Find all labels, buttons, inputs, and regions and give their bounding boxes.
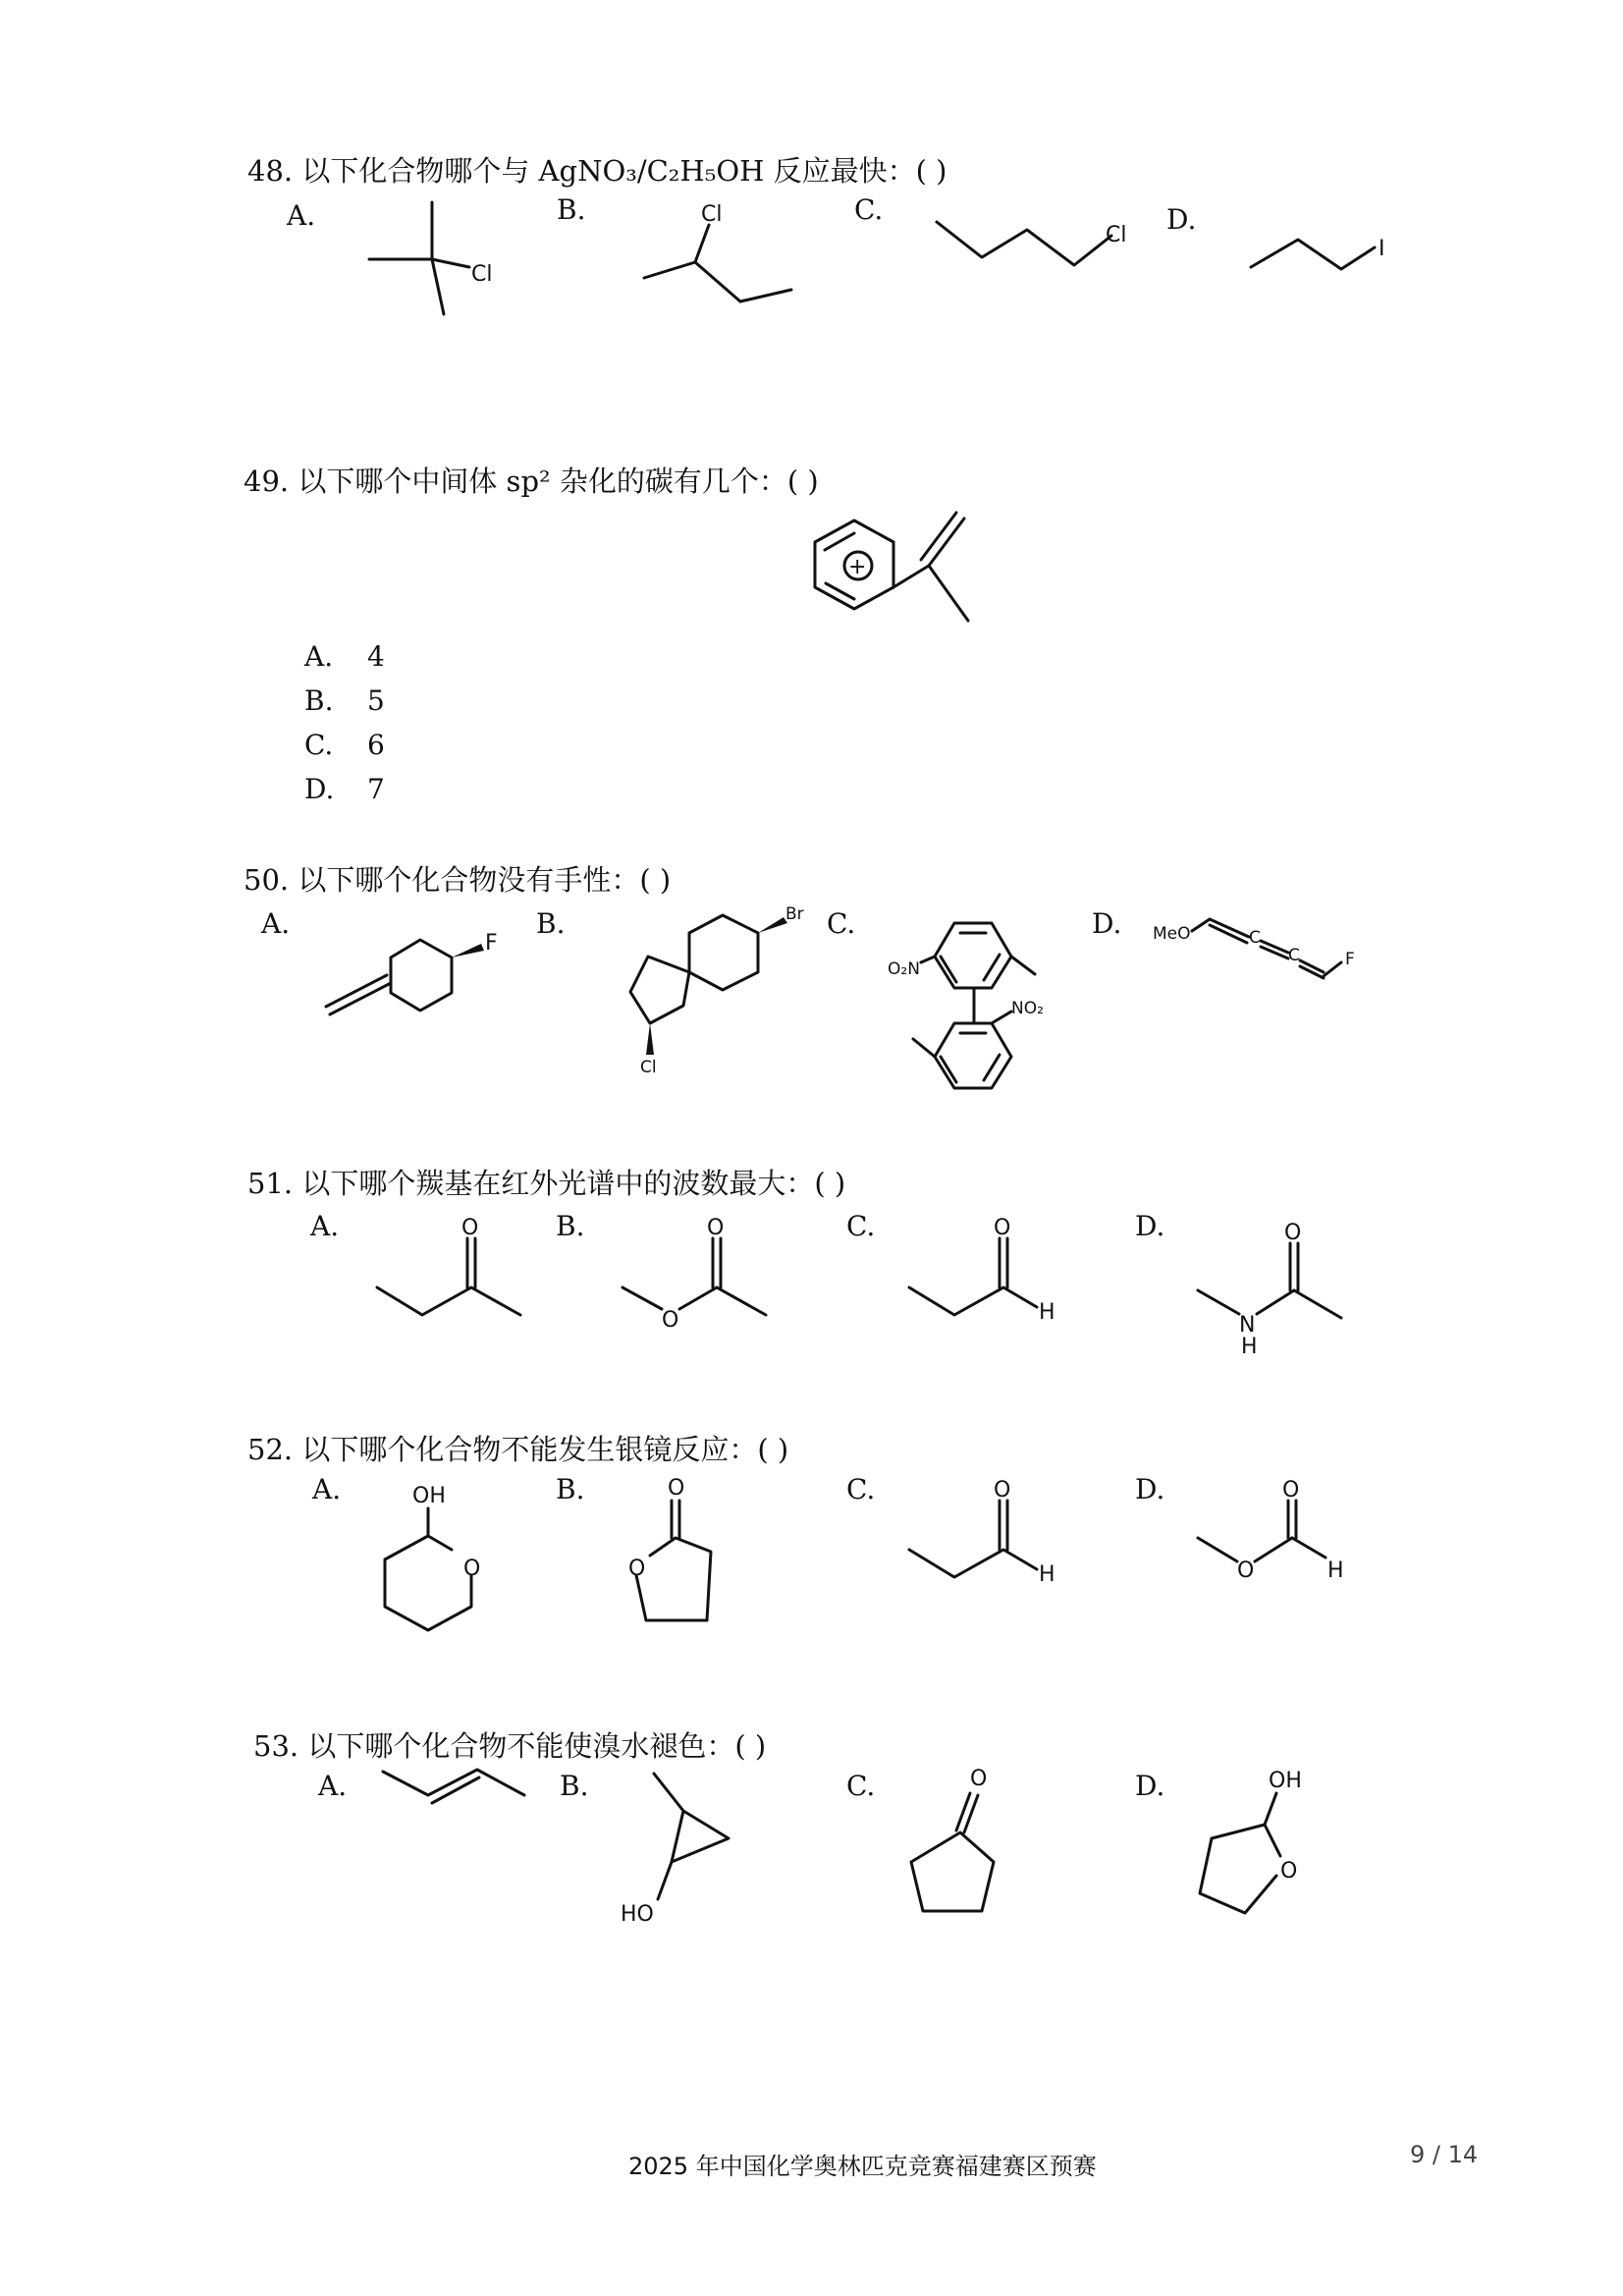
oxygen-label: O <box>1284 1221 1302 1245</box>
chlorine-label: Cl <box>471 262 493 287</box>
q49-choice-c-letter: C. <box>304 729 334 761</box>
oxygen-label: O <box>994 1478 1011 1503</box>
oxygen-label: O <box>662 1308 679 1333</box>
footer-title: 2025 年中国化学奥林匹克竞赛福建赛区预赛 <box>628 2153 1097 2180</box>
q53-option-b-letter: B. <box>560 1770 589 1802</box>
q52-structure-b-butyrolactone <box>617 1473 744 1630</box>
q51-structure-d-n-methylacetamide <box>1190 1218 1357 1359</box>
q50-option-b-letter: B. <box>536 907 566 940</box>
q49-choice-d-value: 7 <box>367 773 385 805</box>
q50-structure-d-allene <box>1149 903 1384 992</box>
q51-option-a-letter: A. <box>310 1210 340 1242</box>
q50-structure-c-biphenyl <box>884 903 1090 1110</box>
oxygen-label: O <box>1237 1558 1255 1583</box>
q53-structure-d-tetrahydrofuranol <box>1186 1768 1314 1925</box>
q48-option-c-letter: C. <box>854 193 884 226</box>
q50-option-a-letter: A. <box>261 907 291 940</box>
q50-structure-b-spiro-compound <box>601 903 827 1080</box>
nitro-label: NO₂ <box>1011 999 1044 1018</box>
oxygen-label: O <box>1280 1859 1298 1884</box>
q51-option-d-letter: D. <box>1135 1210 1165 1242</box>
hydrogen-label: H <box>1241 1335 1258 1359</box>
q50-structure-a-ethylidene-fluorocyclohexane <box>316 908 513 1026</box>
q52-option-c-letter: C. <box>846 1473 876 1505</box>
page-number: 9 / 14 <box>1410 2141 1479 2168</box>
fluorine-label: F <box>485 931 498 956</box>
q48-structure-d-1-iodopropane <box>1243 216 1410 285</box>
question-53-prompt: 53. 以下哪个化合物不能使溴水褪色：( ) <box>253 1729 767 1763</box>
chlorine-label: Cl <box>701 202 723 227</box>
q50-option-c-letter: C. <box>827 907 856 940</box>
q50-option-d-letter: D. <box>1092 907 1122 940</box>
oxygen-label: O <box>463 1557 481 1581</box>
hydroxyl-label: OH <box>1269 1769 1302 1793</box>
q49-choice-c-value: 6 <box>367 729 385 761</box>
q49-structure-carbocation <box>756 501 992 638</box>
oxygen-label: O <box>668 1476 685 1501</box>
q53-structure-c-cyclopentanone <box>892 1764 1019 1931</box>
q48-structure-c-1-chlorobutane <box>931 206 1147 304</box>
q53-structure-b-cyclopropanol <box>617 1764 744 1931</box>
hydrogen-label: H <box>1327 1558 1344 1583</box>
q51-structure-b-methyl-acetate <box>615 1213 782 1340</box>
q52-structure-a-tetrahydropyranol <box>369 1481 507 1658</box>
bromine-label: Br <box>785 904 804 924</box>
q52-option-d-letter: D. <box>1135 1473 1165 1505</box>
hydroxyl-label: OH <box>412 1484 446 1508</box>
chlorine-label: Cl <box>640 1058 657 1077</box>
question-49-prompt: 49. 以下哪个中间体 sp² 杂化的碳有几个：( ) <box>243 465 819 498</box>
q51-option-c-letter: C. <box>846 1210 876 1242</box>
q53-structure-a-2-butene <box>377 1760 534 1819</box>
carbon-label: C <box>1288 946 1300 965</box>
iodine-label: I <box>1379 237 1385 261</box>
q51-structure-c-propanal <box>901 1213 1068 1331</box>
q48-structure-a-tert-butyl-chloride <box>353 187 530 324</box>
q49-choice-b-value: 5 <box>367 684 385 717</box>
q53-option-d-letter: D. <box>1135 1770 1165 1802</box>
question-52-prompt: 52. 以下哪个化合物不能发生银镜反应：( ) <box>247 1433 789 1466</box>
q51-option-b-letter: B. <box>556 1210 585 1242</box>
hydrogen-label: H <box>1039 1300 1055 1325</box>
oxygen-label: O <box>628 1557 646 1581</box>
nitro-label: O₂N <box>888 959 920 979</box>
q49-choice-a-value: 4 <box>367 640 385 673</box>
q48-option-d-letter: D. <box>1166 203 1197 236</box>
q52-structure-d-methyl-formate <box>1190 1475 1367 1603</box>
hydrogen-label: H <box>1039 1562 1055 1587</box>
oxygen-label: O <box>707 1216 725 1240</box>
q49-choice-d-letter: D. <box>304 773 335 805</box>
q52-structure-c-propanal <box>901 1475 1068 1593</box>
q49-choice-a-letter: A. <box>304 640 334 673</box>
oxygen-label: O <box>970 1767 988 1791</box>
methoxy-label: MeO <box>1153 924 1191 944</box>
oxygen-label: O <box>1282 1478 1300 1503</box>
positive-charge-label: + <box>848 555 867 579</box>
q49-choice-b-letter: B. <box>304 684 334 717</box>
q53-option-a-letter: A. <box>318 1770 348 1802</box>
question-50-prompt: 50. 以下哪个化合物没有手性：( ) <box>243 863 672 897</box>
q52-option-b-letter: B. <box>556 1473 585 1505</box>
nitrogen-label: N <box>1239 1313 1256 1338</box>
q48-structure-b-2-chlorobutane <box>638 191 815 319</box>
q48-option-a-letter: A. <box>287 199 316 232</box>
carbon-label: C <box>1249 928 1261 948</box>
fluorine-label: F <box>1345 950 1355 969</box>
q48-option-b-letter: B. <box>557 193 586 226</box>
q53-option-c-letter: C. <box>846 1770 876 1802</box>
hydroxyl-label: HO <box>621 1902 654 1927</box>
question-51-prompt: 51. 以下哪个羰基在红外光谱中的波数最大：( ) <box>247 1167 846 1200</box>
oxygen-label: O <box>461 1216 479 1240</box>
chlorine-label: Cl <box>1106 223 1127 247</box>
q52-option-a-letter: A. <box>312 1473 342 1505</box>
oxygen-label: O <box>994 1216 1011 1240</box>
question-48-prompt: 48. 以下化合物哪个与 AgNO₃/C₂H₅OH 反应最快：( ) <box>247 154 947 188</box>
q51-structure-a-butanone <box>369 1213 536 1331</box>
